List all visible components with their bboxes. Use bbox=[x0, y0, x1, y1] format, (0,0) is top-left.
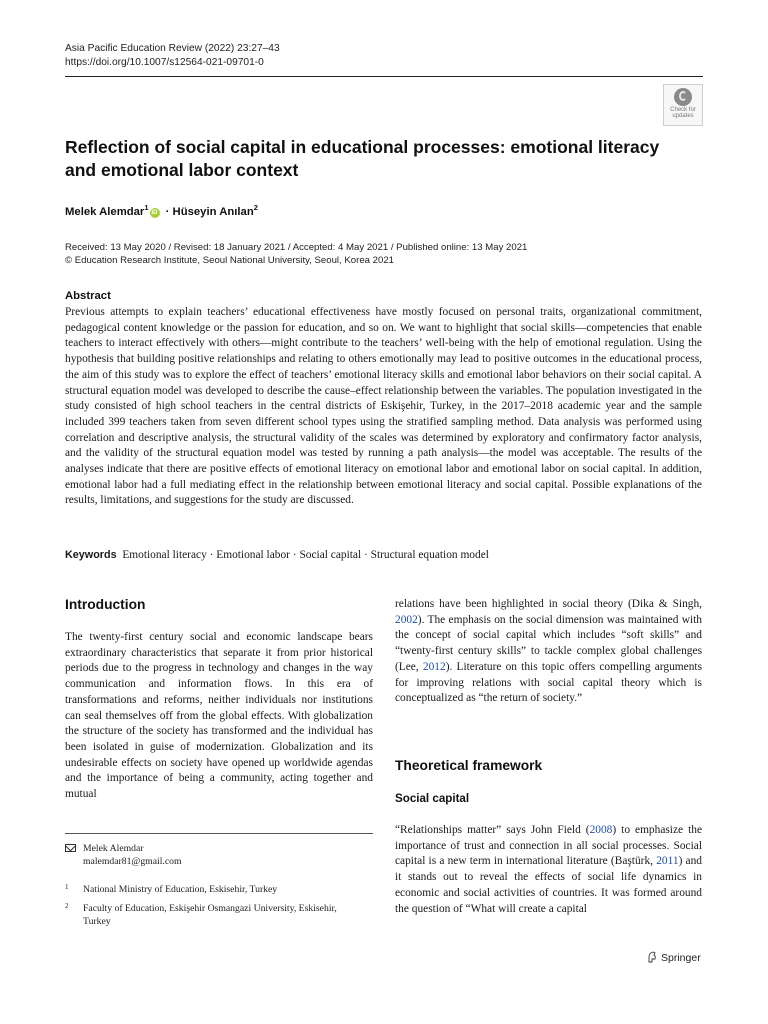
contact-name: Melek Alemdar bbox=[83, 843, 144, 854]
envelope-icon bbox=[65, 844, 76, 852]
check-updates-line2: updates bbox=[672, 113, 694, 119]
title-line-1: Reflection of social capital in educational processes: emotional literacy bbox=[65, 137, 660, 157]
corresponding-author bbox=[83, 842, 182, 868]
author-1-affiliation: 1 bbox=[144, 203, 149, 212]
doi-link[interactable]: https://doi.org/10.1007/s12564-021-09701-0 bbox=[65, 57, 264, 68]
author-2-affiliation: 2 bbox=[253, 203, 258, 212]
text-run: ). Literature on this topic offers compelling arguments for improving relations with social capital theory which is conceptualized as “the return of society.” bbox=[395, 660, 702, 705]
check-updates-line1: Check for bbox=[670, 107, 696, 113]
abstract-heading: Abstract bbox=[65, 290, 111, 302]
right-column-paragraph-2 bbox=[395, 823, 702, 917]
social-capital-heading: Social capital bbox=[395, 792, 470, 805]
check-for-updates-badge[interactable] bbox=[663, 84, 703, 126]
affiliation-2: Faculty of Education, Eskişehir Osmangazi University, Eskisehir, Turkey bbox=[83, 903, 337, 927]
publication-dates bbox=[65, 241, 527, 267]
affiliation-number-2: 2 bbox=[65, 902, 69, 910]
theoretical-framework-heading: Theoretical framework bbox=[395, 758, 543, 773]
copyright-line: © Education Research Institute, Seoul National University, Seoul, Korea 2021 bbox=[65, 255, 394, 266]
citation-link[interactable]: 2012 bbox=[422, 660, 446, 673]
check-updates-icon bbox=[674, 88, 692, 106]
introduction-text: The twenty-first century social and economic landscape bears extraordinary characteristics that separate it from prior historical periods due to the progress in technology and changes in the way communication and information flows. In this era of transformations and reforms, neither individuals nor institutions can seal themselves off from the global effects. With globalization the structure of the society has transformed and the individual has been isolated in guise of modernization. Globalization and its undesirable effects on society have opened up worldwide agendas and the importance of being a community, acting together and mutual bbox=[65, 631, 373, 801]
keywords-list: Emotional literacy · Emotional labor · Social capital · Structural equation model bbox=[122, 549, 489, 561]
author-2[interactable]: Hüseyin Anılan bbox=[172, 205, 254, 218]
publisher-mark bbox=[647, 951, 701, 964]
article-title bbox=[65, 136, 685, 182]
author-1[interactable]: Melek Alemdar bbox=[65, 205, 145, 218]
text-run: ). The emphasis on the social dimension was maintained with the concept of social capital which includes “soft skills” and “twenty-first century skills” to tackle complex global challenges (Lee, bbox=[395, 613, 702, 673]
text-run: “Relationships matter” says John Field ( bbox=[395, 824, 590, 836]
affiliation-number-1: 1 bbox=[65, 883, 69, 891]
header-rule bbox=[65, 76, 703, 77]
springer-horse-icon bbox=[647, 951, 657, 963]
citation-link[interactable]: 2002 bbox=[395, 613, 418, 626]
text-run: relations have been highlighted in social theory (Dika & Singh, bbox=[395, 598, 702, 610]
journal-header bbox=[65, 42, 280, 70]
text-run: ) to emphasize the importance of trust and connection in all social processes. Social capital is a new term in international literature (Baştürk, bbox=[395, 824, 702, 868]
keywords bbox=[65, 549, 489, 561]
right-column-paragraph-1 bbox=[395, 597, 702, 707]
journal-citation: Asia Pacific Education Review (2022) 23:27–43 bbox=[65, 43, 280, 54]
orcid-icon[interactable]: iD bbox=[151, 209, 158, 216]
citation-link[interactable]: 2011 bbox=[656, 855, 679, 868]
footnote-rule bbox=[65, 833, 373, 834]
author-separator: · bbox=[165, 205, 170, 218]
abstract-text: Previous attempts to explain teachers’ educational effectiveness have mostly focused on personal traits, organizational commitment, pedagogical content knowledge or the passion for education, and so on. We want to highlight that social skills—competencies that enable teachers to interact effectively with others—might contribute to the teachers’ well-being with the help of emotional regulation. Using the hypothesis that building positive relationships and relating to others emotionally may lead to positive outcomes in the educational process, the aim of this study was to explore the effect of teachers’ emotional literacy skills and emotional labor behaviors on their social capital. A structural equation model was developed to describe the cause–effect relationship between the variables. The population investigated in the study consisted of high school teachers in the central districts of Eskişehir, Turkey, in the 2017–2018 academic year and the sample included 399 teachers taken from seven different school types using the stratified sampling method. Data analysis was performed using correlation and descriptive analysis, the structural validity of the scales was determined by exploratory and confirmatory factor analysis, and the validity of the structural equation model was tested by running a path analysis—the model was acceptable. The results of the analyses indicate that there are positive effects of emotional literacy on emotional labor and emotional labor on social capital. In addition, emotional labor had a full mediating effect in the relationship between emotional literacy and social capital. Possible explanations of the results, limitations, and suggestions for the study are discussed. bbox=[65, 306, 702, 507]
affiliation-1: National Ministry of Education, Eskisehir, Turkey bbox=[83, 884, 278, 895]
history-dates: Received: 13 May 2020 / Revised: 18 January 2021 / Accepted: 4 May 2021 / Published online: 13 May 2021 bbox=[65, 242, 528, 253]
citation-link[interactable]: 2008 bbox=[589, 824, 613, 836]
text-run: ) and it stands out to reveal the effects of social life dynamics in economic and social activities of countries. It was formed around the question of “What will create a capital bbox=[395, 855, 702, 915]
keywords-label: Keywords bbox=[65, 549, 117, 561]
author-list bbox=[65, 203, 258, 218]
introduction-heading: Introduction bbox=[65, 597, 146, 612]
title-line-2: and emotional labor context bbox=[65, 160, 299, 180]
contact-email[interactable]: malemdar81@gmail.com bbox=[83, 856, 182, 867]
publisher-name: Springer bbox=[661, 952, 701, 964]
